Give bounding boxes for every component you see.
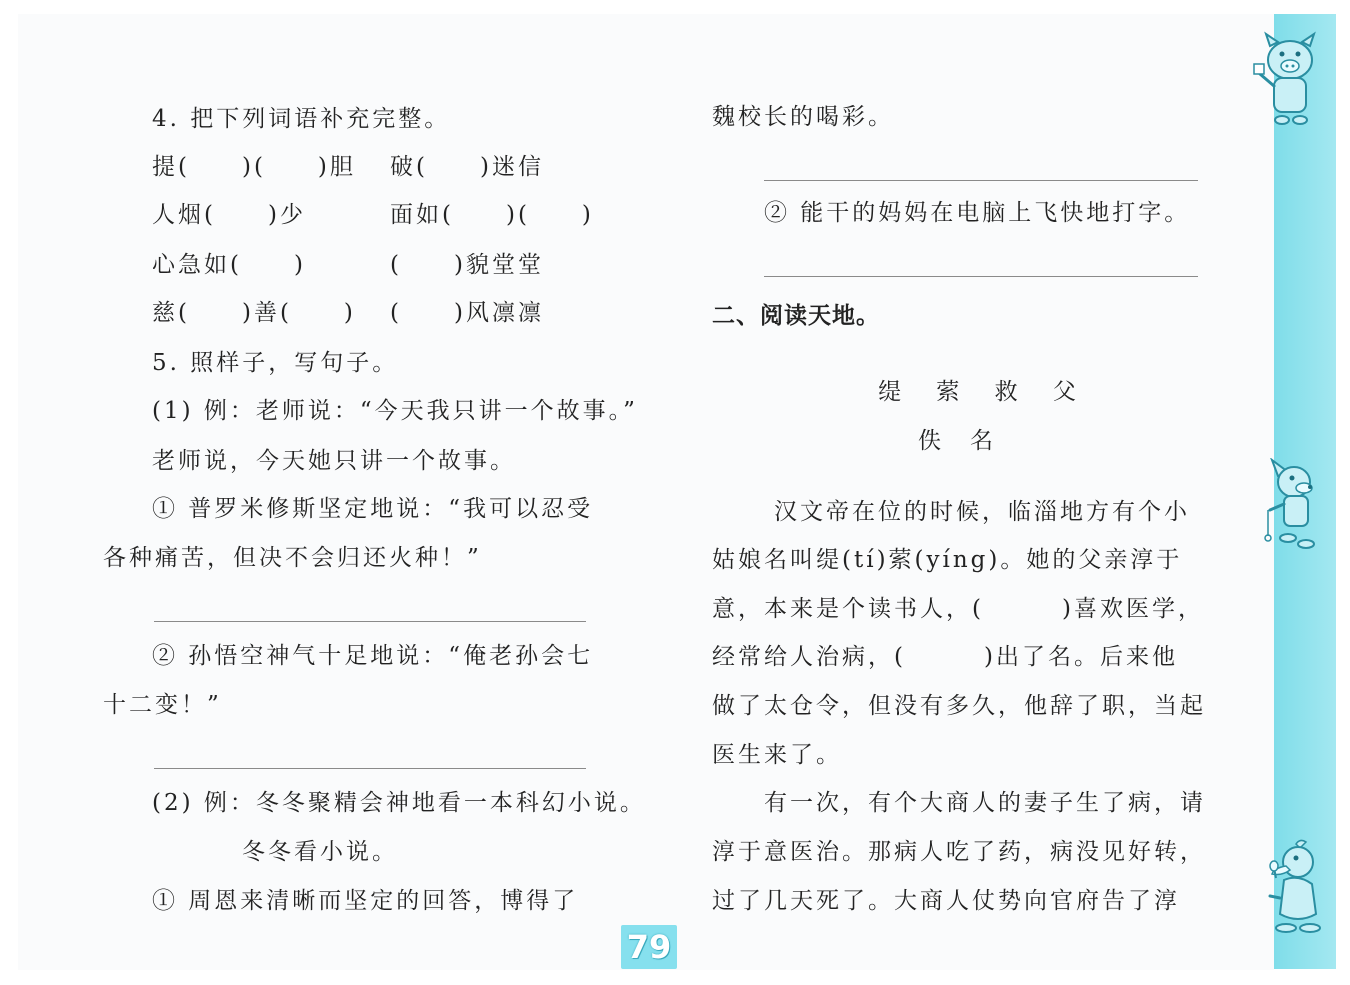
paragraph-line: 经常给人治病，( )出了名。后来他: [712, 644, 1178, 670]
paragraph-line: 做了太仓令，但没有多久，他辞了职，当起: [712, 693, 1206, 719]
answer-line[interactable]: [764, 276, 1198, 277]
q5-2-example: (2) 例：冬冬聚精会神地看一本科幻小说。: [152, 790, 646, 816]
dog-mascot-icon: [1258, 458, 1330, 554]
q5-2-item1-line1: ① 周恩来清晰而坚定的回答，博得了: [152, 888, 579, 914]
answer-line[interactable]: [154, 621, 586, 622]
q5-2-answer: 冬冬看小说。: [242, 839, 398, 865]
paragraph-line: 意，本来是个读书人，( )喜欢医学，: [712, 596, 1204, 622]
paragraph-line: 淳于意医治。那病人吃了药，病没见好转，: [712, 839, 1206, 865]
duck-mascot-icon: [1256, 838, 1332, 938]
q4-row4-b: ( )风凛凛: [390, 300, 544, 326]
pig-mascot-icon: [1246, 30, 1330, 130]
section-title: 二、阅读天地。: [712, 303, 880, 329]
paragraph-line: 有一次，有个大商人的妻子生了病，请: [764, 790, 1206, 816]
q5-title: 5. 照样子，写句子。: [152, 350, 399, 376]
q4-title: 4. 把下列词语补充完整。: [152, 106, 451, 132]
answer-line[interactable]: [764, 180, 1198, 181]
q5-1-item1-line2: 各种痛苦，但决不会归还火种！”: [103, 545, 482, 571]
q5-1-item1-line1: ① 普罗米修斯坚定地说：“我可以忍受: [152, 496, 594, 522]
q4-row3-a: 心急如( ): [152, 252, 306, 278]
q5-1-item2-line2: 十二变！”: [103, 692, 222, 718]
q5-1-example: (1) 例：老师说：“今天我只讲一个故事。”: [152, 398, 638, 424]
q4-row2-a: 人烟( )少: [152, 202, 306, 228]
q5-2-item2: ② 能干的妈妈在电脑上飞快地打字。: [764, 200, 1191, 226]
q5-2-item1-line2: 魏校长的喝彩。: [712, 104, 894, 130]
q5-1-item2-line1: ② 孙悟空神气十足地说：“俺老孙会七: [152, 643, 594, 669]
story-author: 佚 名: [918, 428, 996, 454]
q4-row3-b: ( )貌堂堂: [390, 252, 544, 278]
paragraph-line: 汉文帝在位的时候，临淄地方有个小: [774, 499, 1190, 525]
story-title: 缇 萦 救 父: [878, 379, 1090, 405]
page-number: 79: [621, 925, 677, 969]
answer-line[interactable]: [154, 768, 586, 769]
q4-row1-a: 提( )( )胆: [152, 154, 356, 180]
paragraph-line: 姑娘名叫缇(tí)萦(yíng)。她的父亲淳于: [712, 547, 1183, 573]
paragraph-line: 医生来了。: [712, 742, 842, 768]
paragraph-line: 过了几天死了。大商人仗势向官府告了淳: [712, 888, 1180, 914]
q4-row4-a: 慈( )善( ): [152, 300, 356, 326]
q4-row2-b: 面如( )( ): [390, 202, 594, 228]
q5-1-answer: 老师说，今天她只讲一个故事。: [152, 448, 516, 474]
q4-row1-b: 破( )迷信: [390, 154, 544, 180]
